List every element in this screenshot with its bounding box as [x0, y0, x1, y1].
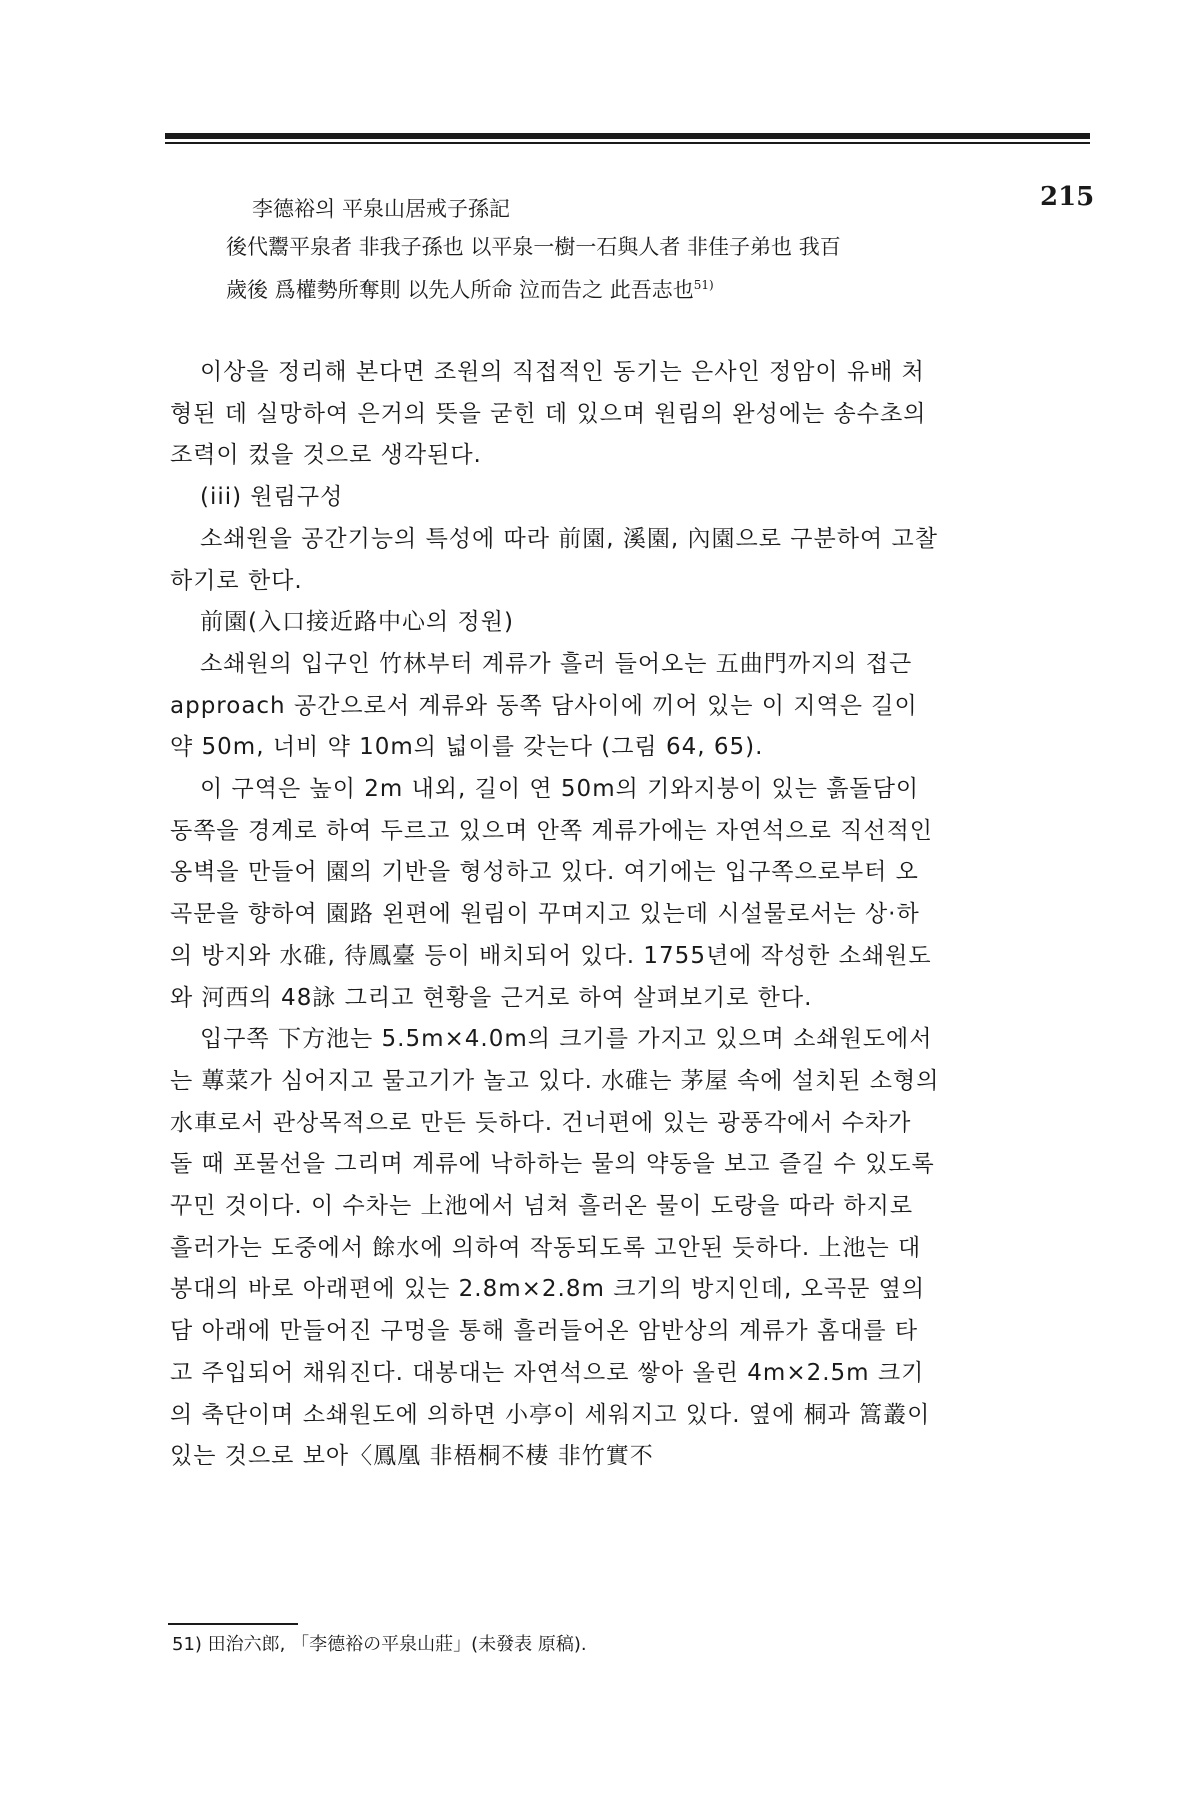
header-rule-thick: [165, 133, 1090, 139]
quote-line: 歲後 爲權勢所奪則 以先人所命 泣而告之 此吾志也$^{51)}$: [226, 278, 714, 302]
page-number: 215: [1040, 182, 1095, 212]
header-rule-thin: [165, 142, 1090, 144]
footnote-ref: 51): [693, 278, 714, 292]
quote-line: 後代鬻平泉者 非我子孫也 以平泉一樹一石與人者 非佳子弟也 我百: [226, 235, 841, 259]
subsection-heading: 前園(入口接近路中心의 정원): [200, 609, 514, 636]
main-text: [170, 352, 940, 1478]
footnote: 51) 田治六郎, 「李德裕の平泉山莊」(未發表 原稿).: [172, 1634, 587, 1655]
paragraph: 이상을 정리해 본다면 조원의 직접적인 동기는 은사인 정암이 유배 처형된 데 실망하여 은거의 뜻을 굳힌 데 있으며 원림의 완성에는 송수초의 조력이 컸을 것으로 생각된다.: [170, 359, 927, 469]
quotation-block: [226, 190, 946, 309]
paragraph: 입구쪽 下方池는 5.5m×4.0m의 크기를 가지고 있으며 소쇄원도에서는 蓴菜가 심어지고 물고기가 놀고 있다. 水碓는 茅屋 속에 설치된 소형의 水車로서 관상목적으로 만든 듯하다. 건너편에 있는 광풍각에서 수차가 돌 때 포물선을 그리며 계류에 낙하하는 물의 약동을 보고 즐길 수 있도록 꾸민 것이다. 이 수차는 上池에서 넘쳐 흘러온 물이 도랑을 따라 하지로 흘러가는 도중에서 餘水에 의하여 작동되도록 고안된 듯하다. 上池는 대봉대의 바로 아래편에 있는 2.8m×2.8m 크기의 방지인데, 오곡문 옆의 담 아래에 만들어진 구멍을 통해 흘러들어온 암반상의 계류가 홈대를 타고 주입되어 채워진다. 대봉대는 자연석으로 쌓아 올린 4m×2.5m 크기의 축단이며 소쇄원도에 의하면 小亭이 세워지고 있다. 옆에 桐과 篙叢이 있는 것으로 보아〈鳳凰 非梧桐不棲 非竹實不: [170, 1026, 940, 1470]
quote-title: 李德裕의 平泉山居戒子孫記: [252, 197, 510, 221]
section-heading: (iii) 원림구성: [200, 484, 344, 511]
paragraph: 이 구역은 높이 2m 내외, 길이 연 50m의 기와지붕이 있는 흙돌담이 동쪽을 경계로 하여 두르고 있으며 안쪽 계류가에는 자연석으로 직선적인 옹벽을 만들어 園의 기반을 형성하고 있다. 여기에는 입구쪽으로부터 오곡문을 향하여 園路 왼편에 원림이 꾸며지고 있는데 시설물로서는 상·하의 방지와 水碓, 待鳳臺 등이 배치되어 있다. 1755년에 작성한 소쇄원도와 河西의 48詠 그리고 현황을 근거로 하여 살펴보기로 한다.: [170, 776, 934, 1011]
footnote-rule: [168, 1623, 298, 1625]
paragraph: 소쇄원을 공간기능의 특성에 따라 前園, 溪園, 內園으로 구분하여 고찰하기로 한다.: [170, 525, 938, 594]
paragraph: 소쇄원의 입구인 竹林부터 계류가 흘러 들어오는 五曲門까지의 접근 approach 공간으로서 계류와 동쪽 담사이에 끼어 있는 이 지역은 길이 약 50m, 너비 약 10m의 넓이를 갖는다 (그림 64, 65).: [170, 650, 918, 761]
